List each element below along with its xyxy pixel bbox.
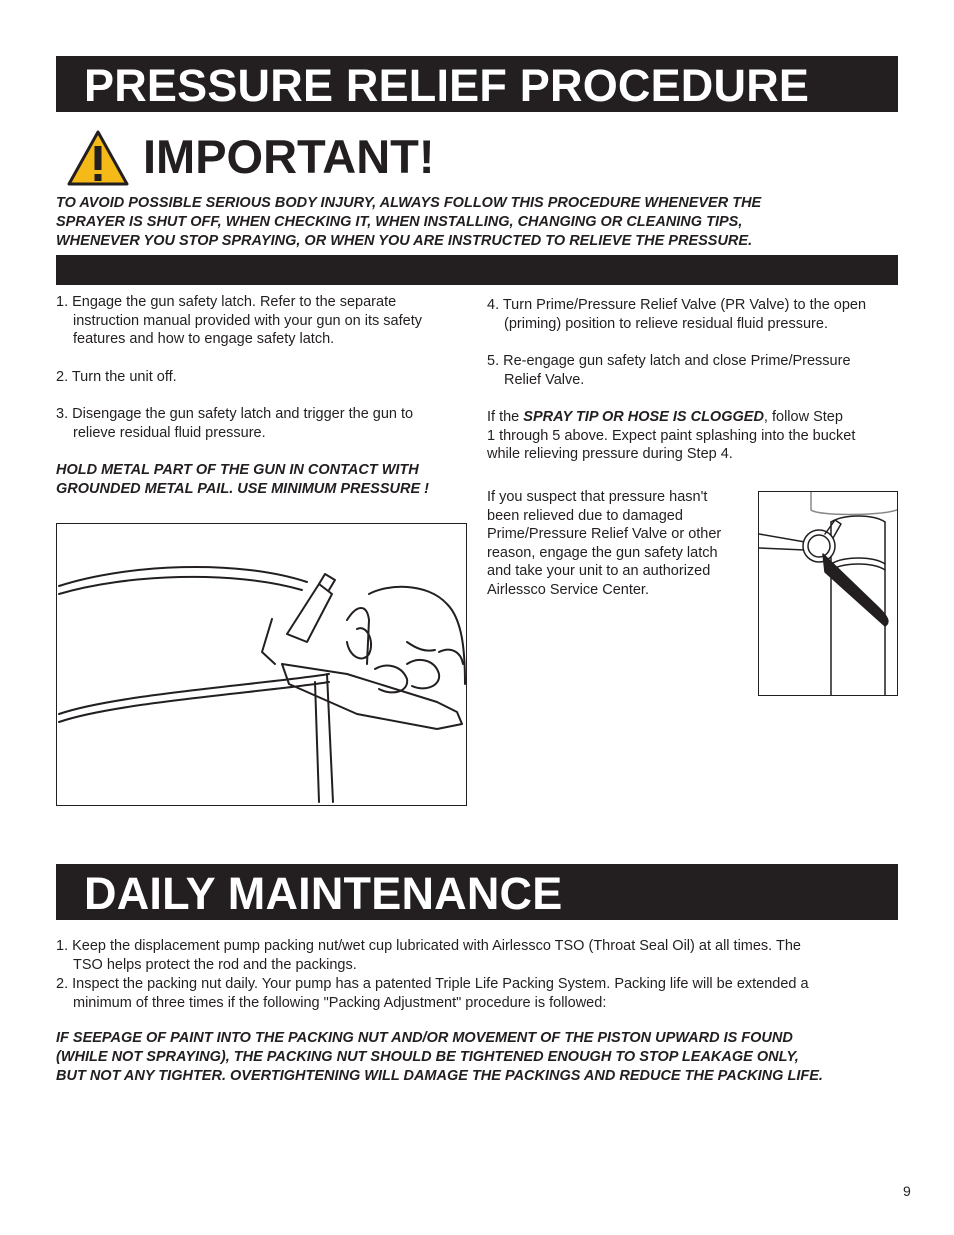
clogged-emphasis: SPRAY TIP OR HOSE IS CLOGGED [523, 409, 764, 425]
step-text: 5. Re-engage gun safety latch and close Prime/Pressure [487, 353, 851, 369]
daily-maintenance-title: DAILY MAINTENANCE [84, 868, 563, 919]
warning-line: TO AVOID POSSIBLE SERIOUS BODY INJURY, ALWAYS FOLLOW THIS PROCEDURE WHENEVER THE [56, 195, 762, 211]
caution-line: GROUNDED METAL PAIL. USE MINIMUM PRESSURE ! [56, 480, 429, 497]
clogged-suffix: , follow Step [763, 409, 843, 425]
maintenance-item-1 [56, 937, 916, 975]
grounding-caution [56, 461, 476, 498]
important-heading: IMPORTANT! [143, 130, 435, 183]
warning-line: SPRAYER IS SHUT OFF, WHEN CHECKING IT, WHEN INSTALLING, CHANGING OR CLEANING TIPS, [56, 214, 743, 230]
clogged-line: 1 through 5 above. Expect paint splashing into the bucket [487, 427, 856, 444]
suspect-line: reason, engage the gun safety latch [487, 544, 718, 561]
step-text: (priming) position to relieve residual fluid pressure. [504, 315, 828, 332]
maint-text: 2. Inspect the packing nut daily. Your pump has a patented Triple Life Packing System. Packing life will be extended a [56, 976, 809, 992]
maint-text: TSO helps protect the rod and the packings. [73, 957, 357, 973]
step-2 [56, 368, 476, 387]
maint-text: 1. Keep the displacement pump packing nut/wet cup lubricated with Airlessco TSO (Throat Seal Oil) at all times. The [56, 938, 801, 954]
packing-warning-line: (WHILE NOT SPRAYING), THE PACKING NUT SHOULD BE TIGHTENED ENOUGH TO STOP LEAKAGE ONLY, [56, 1049, 799, 1065]
pressure-relief-banner [56, 56, 898, 112]
daily-maintenance-banner [56, 864, 898, 920]
maintenance-item-2 [56, 975, 916, 1013]
section-divider-bar [56, 255, 898, 285]
step-text: Relief Valve. [504, 371, 585, 388]
step-4 [487, 296, 917, 333]
maint-text: minimum of three times if the following "Packing Adjustment" procedure is followed: [73, 995, 607, 1011]
step-text: instruction manual provided with your gun on its safety [73, 312, 422, 329]
clogged-first-line [487, 408, 917, 427]
step-text: features and how to engage safety latch. [73, 331, 335, 347]
packing-warning-line: IF SEEPAGE OF PAINT INTO THE PACKING NUT AND/OR MOVEMENT OF THE PISTON UPWARD IS FOUND [56, 1030, 793, 1046]
safety-warning-paragraph [56, 194, 916, 251]
suspect-line: Prime/Pressure Relief Valve or other [487, 526, 722, 542]
gun-and-pail-illustration [56, 523, 467, 806]
packing-warning [56, 1029, 926, 1086]
pressure-relief-title: PRESSURE RELIEF PROCEDURE [84, 60, 810, 111]
clogged-line: while relieving pressure during Step 4. [487, 446, 733, 462]
clogged-tip-note [487, 408, 917, 464]
step-text: 2. Turn the unit off. [56, 369, 177, 385]
step-text: 1. Engage the gun safety latch. Refer to the separate [56, 294, 397, 310]
caution-line: HOLD METAL PART OF THE GUN IN CONTACT WITH [56, 462, 419, 478]
warning-triangle-icon [66, 129, 130, 187]
clogged-prefix: If the [487, 409, 524, 425]
step-1 [56, 293, 476, 349]
warning-line: WHENEVER YOU STOP SPRAYING, OR WHEN YOU ARE INSTRUCTED TO RELIEVE THE PRESSURE. [56, 233, 753, 249]
suspect-line: Airlessco Service Center. [487, 581, 649, 598]
step-text: 4. Turn Prime/Pressure Relief Valve (PR Valve) to the open [487, 297, 867, 313]
step-5 [487, 352, 917, 389]
pr-valve-illustration [758, 491, 898, 696]
packing-warning-line: BUT NOT ANY TIGHTER. OVERTIGHTENING WILL DAMAGE THE PACKINGS AND REDUCE THE PACKING LIFE. [56, 1068, 823, 1084]
page-number: 9 [903, 1183, 911, 1199]
suspect-pressure-note [487, 488, 757, 599]
step-text: relieve residual fluid pressure. [73, 424, 266, 441]
suspect-line: been relieved due to damaged [487, 507, 683, 524]
suspect-line: and take your unit to an authorized [487, 563, 711, 579]
step-3 [56, 405, 476, 442]
suspect-line: If you suspect that pressure hasn't [487, 489, 708, 505]
step-text: 3. Disengage the gun safety latch and trigger the gun to [56, 406, 414, 422]
